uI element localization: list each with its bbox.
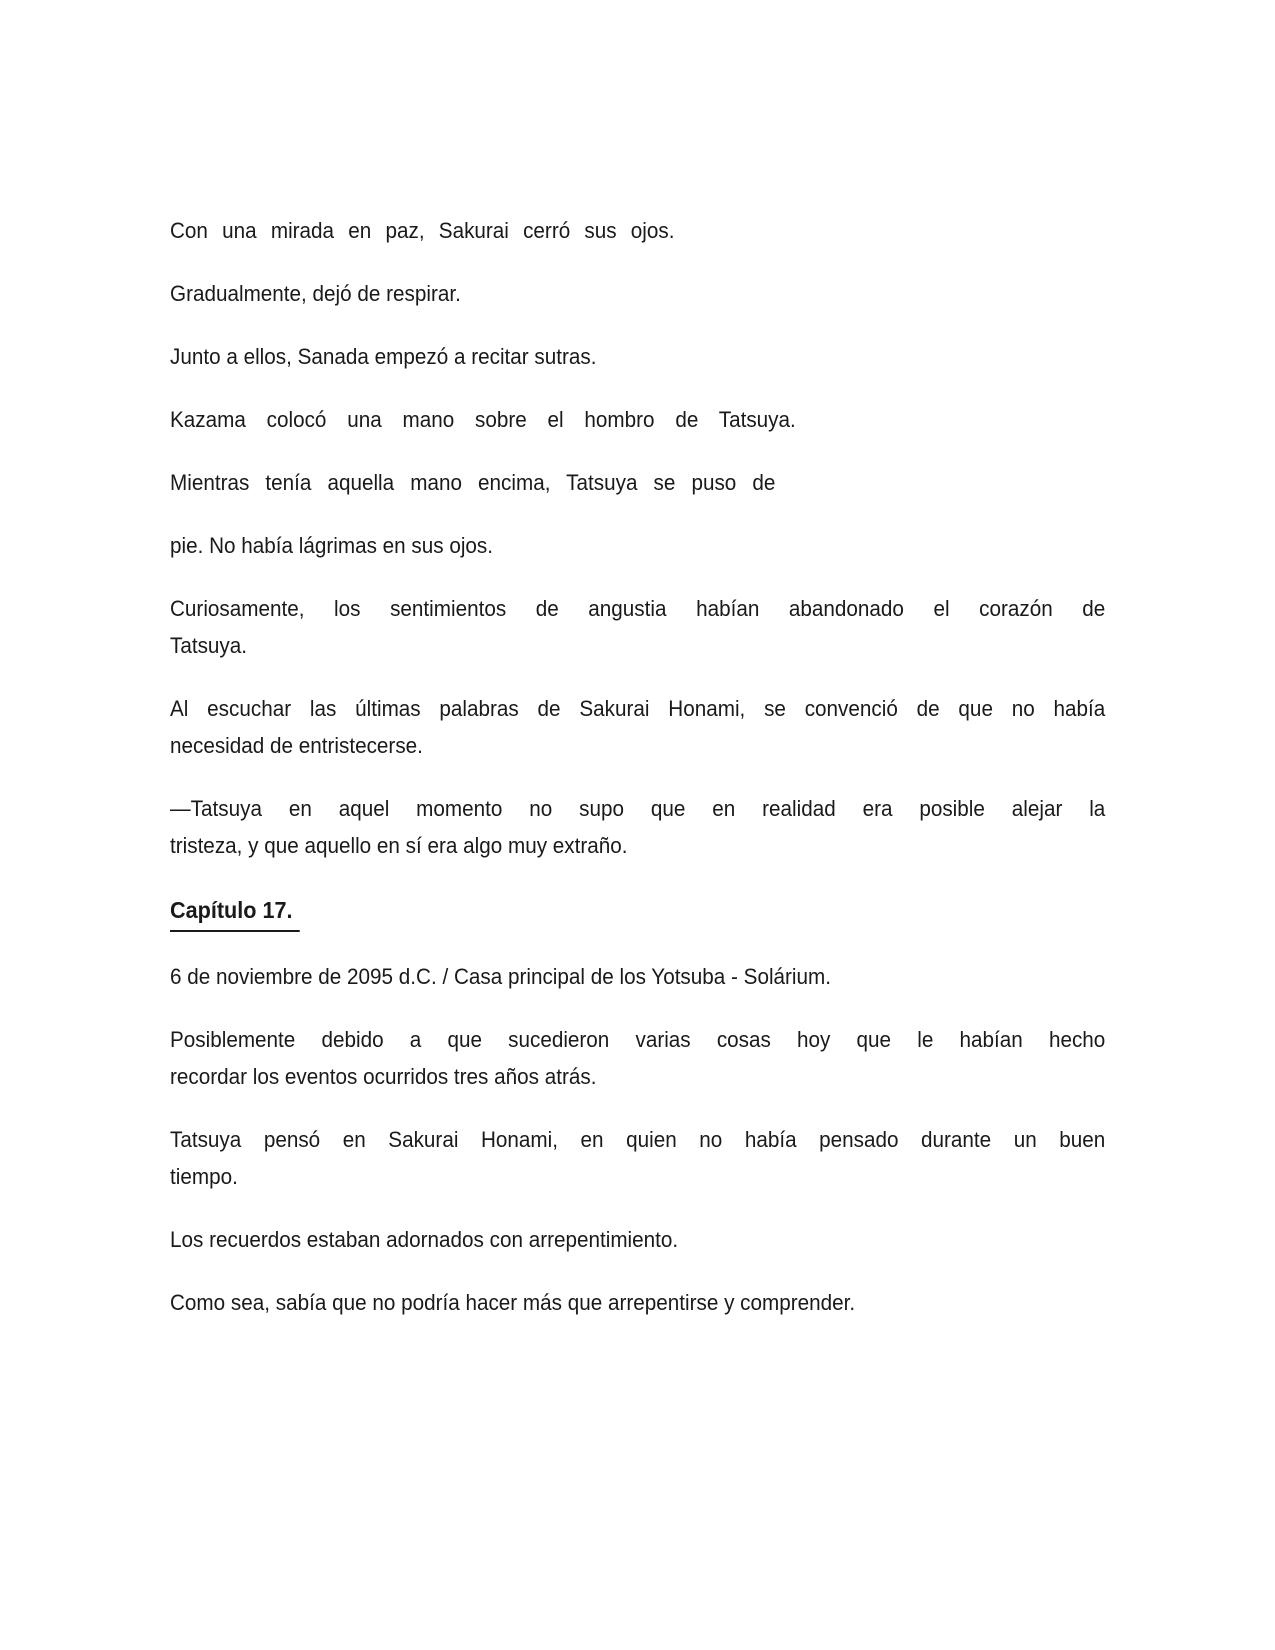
text-line: Gradualmente, dejó de respirar. bbox=[170, 281, 461, 306]
text-line: tristeza, y que aquello en sí era algo muy extraño. bbox=[170, 833, 628, 858]
paragraph bbox=[170, 690, 1105, 764]
paragraph bbox=[170, 401, 1105, 438]
text-line: pie. No había lágrimas en sus ojos. bbox=[170, 533, 494, 558]
text-line: Al escuchar las últimas palabras de Sakurai Honami, se convenció de que no había bbox=[170, 696, 1106, 721]
paragraph bbox=[170, 275, 1105, 312]
paragraph bbox=[170, 464, 1105, 501]
paragraph bbox=[170, 1121, 1105, 1195]
paragraph bbox=[170, 527, 1105, 564]
paragraph bbox=[170, 590, 1105, 664]
paragraph bbox=[170, 338, 1105, 375]
text-line: —Tatsuya en aquel momento no supo que en realidad era posible alejar la bbox=[170, 796, 1106, 821]
text-line: Kazama colocó una mano sobre el hombro de Tatsuya. bbox=[170, 407, 796, 432]
text-line: recordar los eventos ocurridos tres años atrás. bbox=[170, 1064, 597, 1089]
text-line: Junto a ellos, Sanada empezó a recitar sutras. bbox=[170, 344, 597, 369]
paragraph bbox=[170, 958, 1105, 995]
text-line: Tatsuya pensó en Sakurai Honami, en quien no había pensado durante un buen bbox=[170, 1127, 1106, 1152]
text-line: Tatsuya. bbox=[170, 633, 248, 658]
chapter-heading-text: Capítulo 17. bbox=[170, 892, 300, 932]
text-line: necesidad de entristecerse. bbox=[170, 733, 423, 758]
paragraph bbox=[170, 212, 1105, 249]
text-line: Los recuerdos estaban adornados con arrepentimiento. bbox=[170, 1227, 679, 1252]
text-line: Con una mirada en paz, Sakurai cerró sus ojos. bbox=[170, 218, 675, 243]
text-line: Mientras tenía aquella mano encima, Tatsuya se puso de bbox=[170, 470, 776, 495]
text-line: tiempo. bbox=[170, 1164, 238, 1189]
chapter-heading bbox=[170, 892, 1105, 932]
text-block bbox=[170, 212, 1105, 1321]
text-line: Posiblemente debido a que sucedieron varias cosas hoy que le habían hecho bbox=[170, 1027, 1106, 1052]
paragraph bbox=[170, 1221, 1105, 1258]
paragraph bbox=[170, 1021, 1105, 1095]
text-line: Como sea, sabía que no podría hacer más que arrepentirse y comprender. bbox=[170, 1290, 856, 1315]
text-line: 6 de noviembre de 2095 d.C. / Casa principal de los Yotsuba - Solárium. bbox=[170, 964, 832, 989]
text-line: Curiosamente, los sentimientos de angustia habían abandonado el corazón de bbox=[170, 596, 1106, 621]
paragraph bbox=[170, 790, 1105, 864]
paragraph bbox=[170, 1284, 1105, 1321]
